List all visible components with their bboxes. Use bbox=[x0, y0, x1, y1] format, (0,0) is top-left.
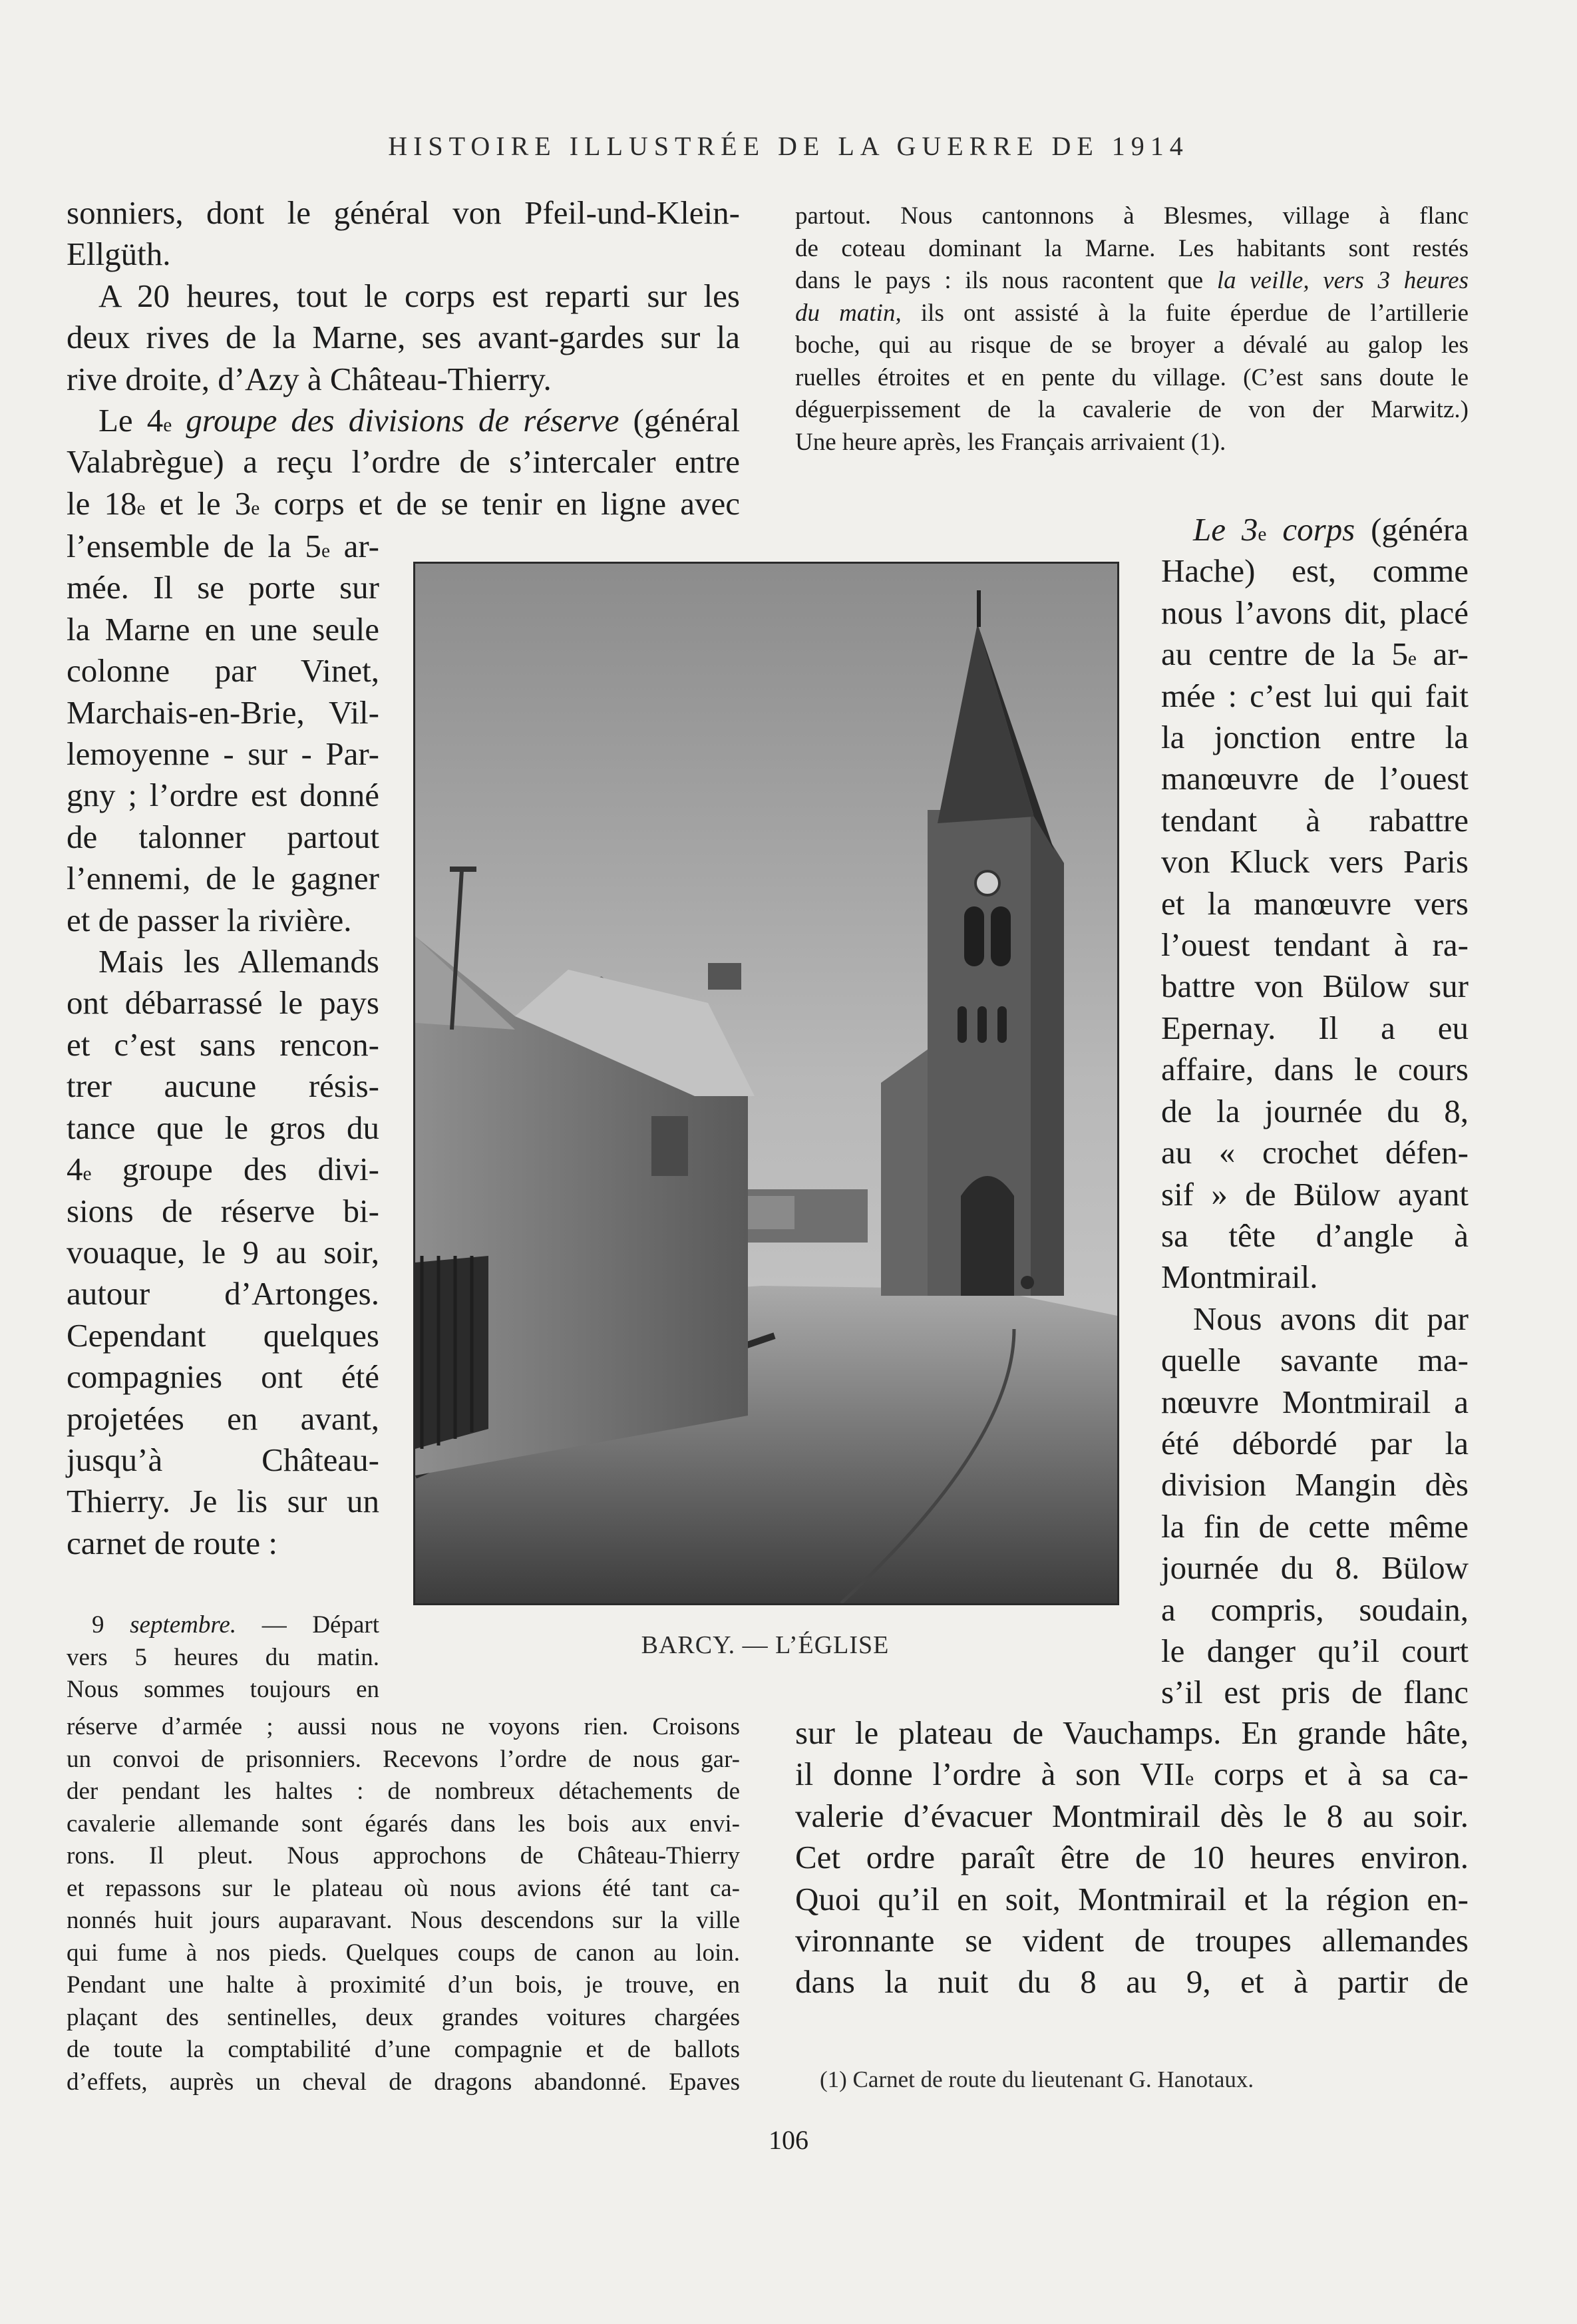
text-line: 4e groupe des divi- bbox=[67, 1151, 379, 1188]
text-line: et c’est sans rencon- bbox=[67, 1026, 379, 1063]
right-column-narrow bbox=[1161, 509, 1469, 1714]
text-line: partout. Nous cantonnons à Blesmes, village à flanc bbox=[795, 202, 1469, 230]
text-line: le 18e et le 3e corps et de se tenir en ligne avec bbox=[67, 484, 740, 522]
text-line: Quoi qu’il en soit, Montmirail et la région en- bbox=[795, 1880, 1469, 1917]
text-line: nonnés huit jours auparavant. Nous descendons sur la ville bbox=[67, 1907, 740, 1934]
text-line: de la journée du 8, bbox=[1161, 1092, 1469, 1129]
text-line: der pendant les haltes : de nombreux détachements de bbox=[67, 1778, 740, 1805]
text-line: Nous avons dit par bbox=[1193, 1300, 1469, 1337]
text-line: plaçant des sentinelles, deux grandes voitures chargées bbox=[67, 2003, 740, 2031]
text-line: mée : c’est lui qui fait bbox=[1161, 677, 1469, 714]
photo-caption: BARCY. — L’ÉGLISE bbox=[641, 1631, 890, 1659]
text-line: Ellgüth. bbox=[67, 236, 171, 273]
text-line: nous l’avons dit, placé bbox=[1161, 594, 1469, 631]
text-line: tance que le gros du bbox=[67, 1109, 379, 1146]
text-line: la Marne en une seule bbox=[67, 610, 379, 648]
text-line: Le 3e corps (généra bbox=[1193, 511, 1469, 548]
text-line: Mais les Allemands bbox=[98, 943, 379, 980]
text-line: été débordé par la bbox=[1161, 1424, 1469, 1461]
text-line: manœuvre de l’ouest bbox=[1161, 760, 1469, 797]
text-line: tendant à rabattre bbox=[1161, 801, 1469, 839]
text-line: dans la nuit du 8 au 9, et à partir de bbox=[795, 1963, 1469, 2001]
text-line: deux rives de la Marne, ses avant-gardes sur la bbox=[67, 319, 740, 356]
text-line: carnet de route : bbox=[67, 1524, 277, 1561]
text-line: a compris, soudain, bbox=[1161, 1591, 1469, 1628]
text-line: l’ensemble de la 5e ar- bbox=[67, 528, 379, 564]
text-line: s’il est pris de flanc bbox=[1161, 1674, 1469, 1711]
page-number: 106 bbox=[769, 2125, 808, 2155]
text-line: réserve d’armée ; aussi nous ne voyons rien. Croisons bbox=[67, 1713, 740, 1740]
text-line: rons. Il pleut. Nous approchons de Château-Thierry bbox=[67, 1842, 740, 1869]
text-line: Valabrègue) a reçu l’ordre de s’intercaler entre bbox=[67, 443, 740, 481]
text-line: compagnies ont été bbox=[67, 1358, 379, 1396]
text-line: cavalerie allemande sont égarés dans les bois aux envi- bbox=[67, 1810, 740, 1838]
text-line: Hache) est, comme bbox=[1161, 552, 1469, 590]
left-column-narrow bbox=[67, 526, 379, 1564]
text-line: lemoyenne - sur - Par- bbox=[67, 735, 379, 773]
text-line: affaire, dans le cours bbox=[1161, 1051, 1469, 1088]
text-line: vironnante se vident de troupes allemandes bbox=[795, 1922, 1469, 1959]
footnote: (1) Carnet de route du lieutenant G. Hanotaux. bbox=[820, 2066, 1254, 2092]
text-line: Pendant une halte à proximité d’un bois, je trouve, en bbox=[67, 1971, 740, 1999]
text-line: de coteau dominant la Marne. Les habitants sont restés bbox=[795, 234, 1469, 262]
text-line: déguerpissement de la cavalerie de von der Marwitz.) bbox=[795, 396, 1469, 423]
diary-narrow bbox=[67, 1609, 379, 1706]
text-line: valerie d’évacuer Montmirail dès le 8 au soir. bbox=[795, 1797, 1469, 1834]
text-line: von Kluck vers Paris bbox=[1161, 843, 1469, 880]
text-line: sonniers, dont le général von Pfeil-und-Klein- bbox=[67, 194, 740, 231]
text-line: Montmirail. bbox=[1161, 1259, 1318, 1296]
text-line: de toute la comptabilité d’une compagnie et de ballots bbox=[67, 2036, 740, 2063]
text-line: du matin, ils ont assisté à la fuite éperdue de l’artillerie bbox=[795, 299, 1469, 327]
text-line: jusqu’à Château- bbox=[67, 1441, 379, 1478]
text-line: ont débarrassé le pays bbox=[67, 984, 379, 1022]
text-line: Le 4e groupe des divisions de réserve (général bbox=[98, 402, 741, 439]
text-line: d’effets, auprès un cheval de dragons abandonné. Epaves bbox=[67, 2068, 740, 2096]
text-line: de talonner partout bbox=[67, 818, 379, 855]
text-line: boche, qui au risque de se broyer a dévalé au galop les bbox=[795, 331, 1469, 359]
text-line: l’ouest tendant à ra- bbox=[1161, 926, 1469, 964]
text-line: Thierry. Je lis sur un bbox=[67, 1483, 379, 1520]
text-line: au « crochet défen- bbox=[1161, 1134, 1469, 1171]
text-line: la jonction entre la bbox=[1161, 719, 1469, 756]
text-line: rive droite, d’Azy à Château-Thierry. bbox=[67, 360, 552, 397]
text-line: sur le plateau de Vauchamps. En grande hâte, bbox=[795, 1714, 1469, 1751]
right-column-full bbox=[795, 1712, 1469, 2003]
text-line: journée du 8. Bülow bbox=[1161, 1549, 1469, 1587]
barcy-church-illustration bbox=[415, 564, 1117, 1603]
text-line: il donne l’ordre à son VIIe corps et à sa ca- bbox=[795, 1756, 1469, 1793]
text-line: mée. Il se porte sur bbox=[67, 569, 379, 606]
text-line: qui fume à nos pieds. Quelques coups de canon au loin. bbox=[67, 1939, 740, 1967]
text-line: au centre de la 5e ar- bbox=[1161, 636, 1469, 673]
text-line: Cependant quelques bbox=[67, 1316, 379, 1354]
text-line: et de passer la rivière. bbox=[67, 901, 352, 938]
text-line: sif » de Bülow ayant bbox=[1161, 1175, 1469, 1213]
text-line: battre von Bülow sur bbox=[1161, 968, 1469, 1005]
text-line: la fin de cette même bbox=[1161, 1507, 1469, 1545]
text-line: division Mangin dès bbox=[1161, 1466, 1469, 1503]
text-line: Nous sommes toujours en bbox=[67, 1676, 379, 1703]
text-line: vouaque, le 9 au soir, bbox=[67, 1233, 379, 1270]
text-line: vers 5 heures du matin. bbox=[67, 1643, 379, 1671]
text-line: Cet ordre paraît être de 10 heures environ. bbox=[795, 1839, 1469, 1876]
text-line: ruelles étroites et en pente du village. (C’est sans doute le bbox=[795, 363, 1469, 391]
text-line: trer aucune résis- bbox=[67, 1067, 379, 1105]
text-line: gny ; l’ordre est donné bbox=[67, 777, 379, 814]
text-line: Epernay. Il a eu bbox=[1161, 1009, 1469, 1046]
text-line: un convoi de prisonniers. Recevons l’ordre de nous gar- bbox=[67, 1745, 740, 1773]
text-line: 9 septembre. — Départ bbox=[92, 1611, 379, 1639]
text-line: Marchais-en-Brie, Vil- bbox=[67, 693, 379, 731]
text-line: autour d’Artonges. bbox=[67, 1275, 379, 1312]
text-line: Une heure après, les Français arrivaient (1). bbox=[795, 428, 1226, 456]
text-line: dans le pays : ils nous racontent que la veille, vers 3 heures bbox=[795, 267, 1469, 294]
text-line: A 20 heures, tout le corps est reparti sur les bbox=[98, 277, 740, 314]
text-line: le danger qu’il court bbox=[1161, 1632, 1469, 1669]
running-header: HISTOIRE ILLUSTRÉE DE LA GUERRE DE 1914 bbox=[388, 131, 1189, 161]
text-line: sions de réserve bi- bbox=[67, 1192, 379, 1229]
diary-full bbox=[67, 1711, 740, 2098]
text-line: nœuvre Montmirail a bbox=[1161, 1383, 1469, 1420]
text-line: l’ennemi, de le gagner bbox=[67, 860, 379, 897]
diary-right bbox=[795, 200, 1469, 459]
text-line: colonne par Vinet, bbox=[67, 652, 379, 689]
text-line: et repassons sur le plateau où nous avions été tant ca- bbox=[67, 1874, 740, 1902]
text-line: projetées en avant, bbox=[67, 1400, 379, 1437]
left-column-top bbox=[67, 192, 740, 524]
text-line: quelle savante ma- bbox=[1161, 1342, 1469, 1379]
church-photo bbox=[413, 562, 1119, 1605]
text-line: sa tête d’angle à bbox=[1161, 1217, 1469, 1254]
text-line: et la manœuvre vers bbox=[1161, 884, 1469, 922]
